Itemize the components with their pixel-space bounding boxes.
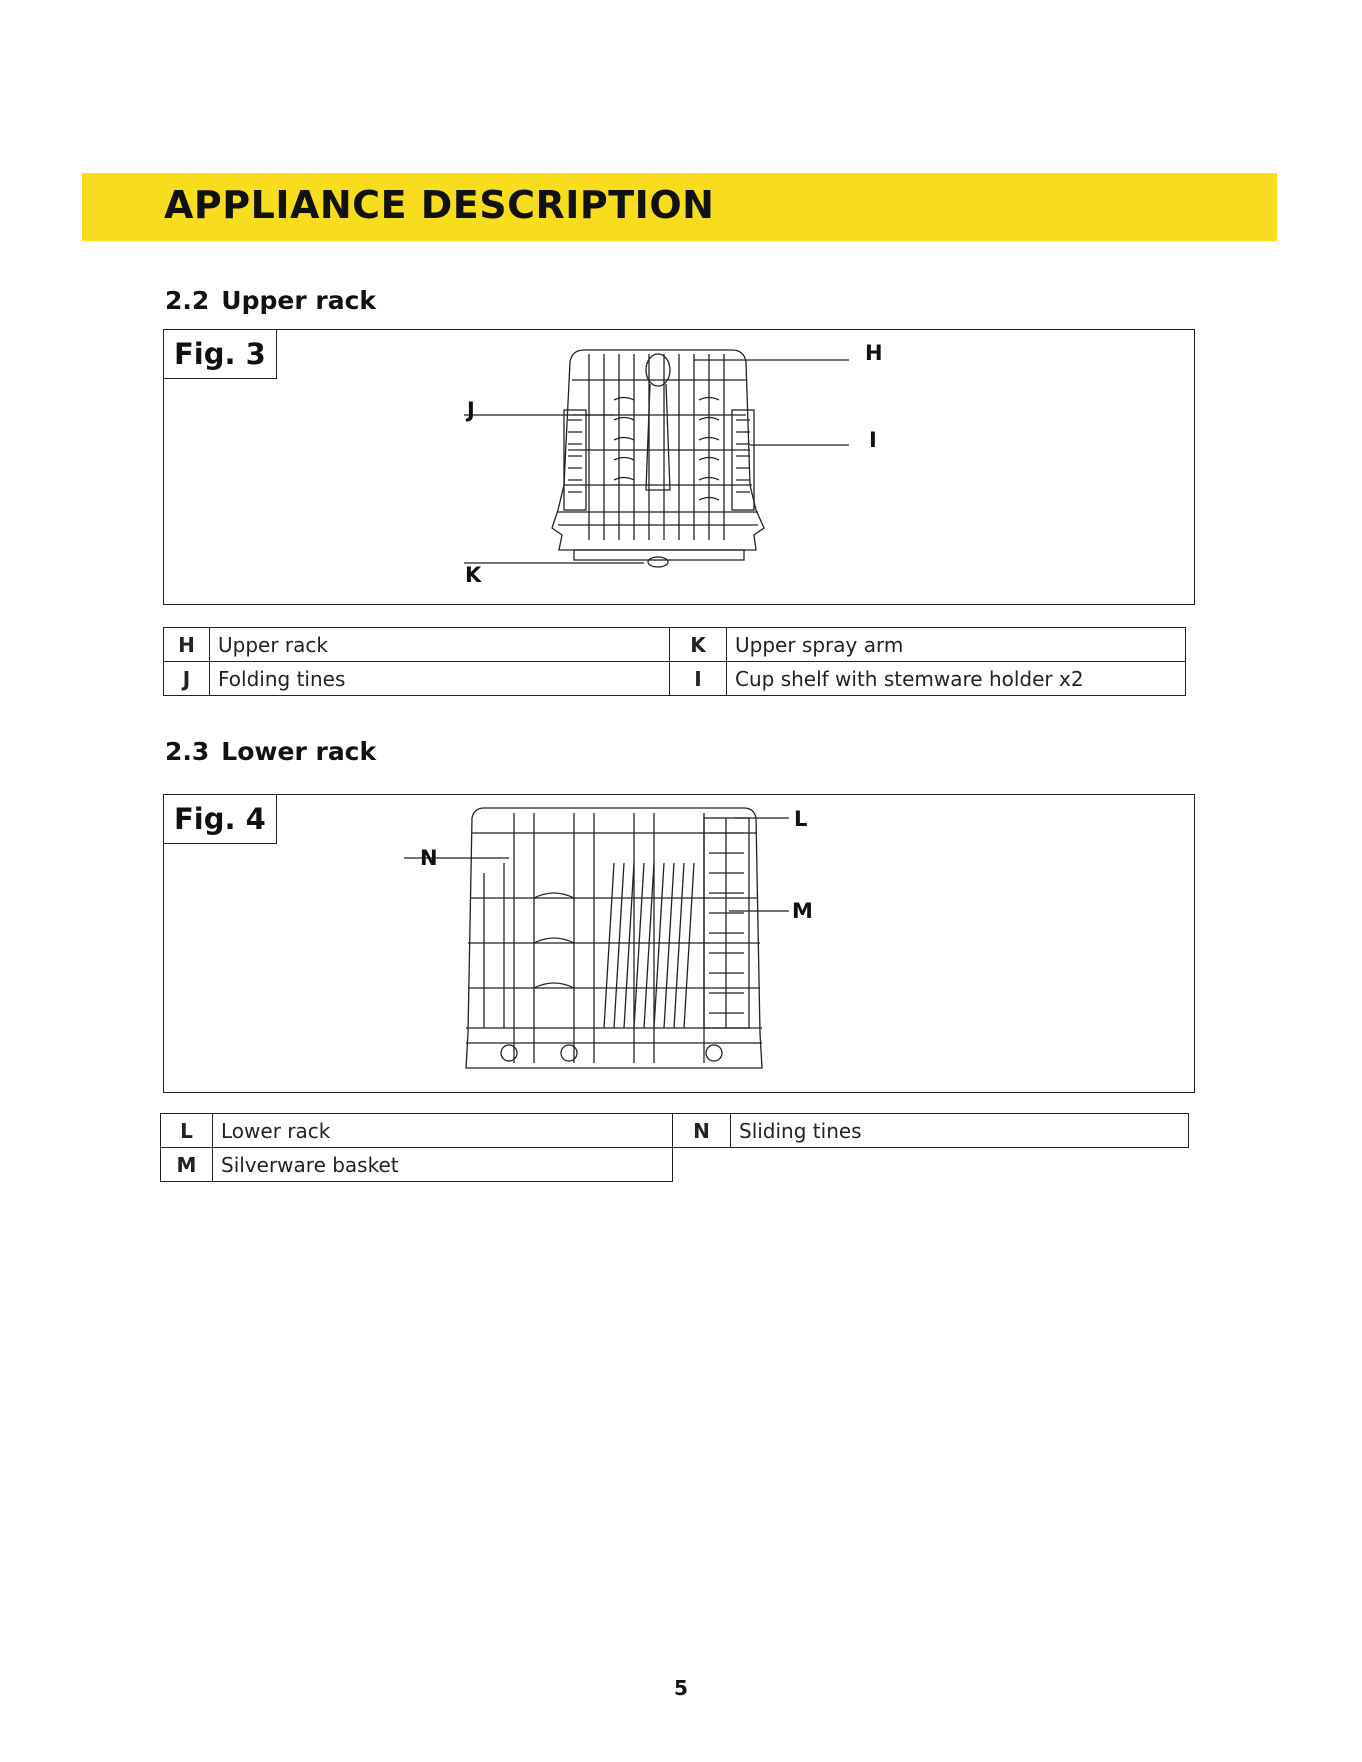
- legend-key: N: [673, 1114, 731, 1148]
- callout-j: J: [467, 398, 475, 422]
- callout-l: L: [794, 807, 808, 831]
- section-heading-upper-rack: [165, 286, 376, 315]
- rack-frame: [466, 808, 762, 1068]
- table-row: [161, 1114, 1189, 1148]
- legend-text: Lower rack: [213, 1114, 673, 1148]
- legend-text: Silverware basket: [213, 1148, 673, 1182]
- callout-m: M: [792, 899, 813, 923]
- figure-upper-rack: [163, 329, 1195, 605]
- upper-rack-illustration: [464, 340, 924, 595]
- legend-text: Upper spray arm: [727, 628, 1186, 662]
- legend-empty-cell: [673, 1148, 1189, 1182]
- rack-wires: [558, 354, 758, 540]
- legend-lower-rack: [160, 1113, 1189, 1182]
- lower-spray-fitting: [648, 557, 668, 567]
- legend-key: K: [670, 628, 727, 662]
- legend-key: J: [164, 662, 210, 696]
- figure-lower-rack: [163, 794, 1195, 1093]
- rack-base: [574, 550, 744, 560]
- figure-label: Fig. 4: [163, 794, 277, 844]
- page-title: APPLIANCE DESCRIPTION: [164, 183, 715, 227]
- basket-grid: [709, 818, 744, 1028]
- wheel: [706, 1045, 722, 1061]
- header-banner: [82, 173, 1277, 241]
- section-number: 2.2: [165, 286, 210, 315]
- section-title: Lower rack: [221, 737, 377, 766]
- legend-key: L: [161, 1114, 213, 1148]
- legend-upper-rack: [163, 627, 1186, 696]
- figure-label: Fig. 3: [163, 329, 277, 379]
- callout-h: H: [865, 341, 883, 365]
- table-row: [161, 1148, 1189, 1182]
- legend-key: I: [670, 662, 727, 696]
- legend-key: M: [161, 1148, 213, 1182]
- table-row: [164, 628, 1186, 662]
- plate-supports: [604, 863, 694, 1028]
- table-row: [164, 662, 1186, 696]
- callout-i: I: [869, 428, 877, 452]
- legend-text: Cup shelf with stemware holder x2: [727, 662, 1186, 696]
- cup-shelf-right: [732, 410, 754, 510]
- section-heading-lower-rack: [165, 737, 376, 766]
- legend-text: Upper rack: [210, 628, 670, 662]
- lower-rack-illustration: [454, 803, 954, 1088]
- legend-text: Sliding tines: [731, 1114, 1189, 1148]
- page-number: 5: [674, 1676, 688, 1700]
- cup-shelf-slots: [568, 420, 750, 492]
- legend-text: Folding tines: [210, 662, 670, 696]
- callout-n: N: [420, 846, 438, 870]
- sliding-tines: [484, 863, 574, 1028]
- legend-key: H: [164, 628, 210, 662]
- section-number: 2.3: [165, 737, 210, 766]
- callout-k: K: [465, 563, 482, 587]
- section-title: Upper rack: [221, 286, 377, 315]
